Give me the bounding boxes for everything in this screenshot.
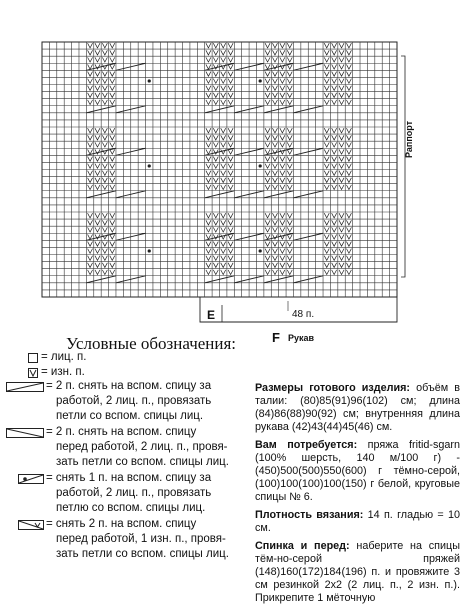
cable-left-2-2-icon <box>6 428 44 438</box>
legend-line: работой, 2 лиц. п., провязать <box>56 487 212 499</box>
sleeve-letter-f: F <box>272 330 280 345</box>
cable-left-2-1-purl-icon <box>18 520 44 530</box>
instructions-text <box>255 382 460 610</box>
legend-line: = 2 п. снять на вспом. спицу за <box>46 380 212 392</box>
materials-body: пряжа fritid-sgarn (100% шерсть, 140 м/100 г) - (450)500(500)550(600) г тёмно-серой, (100)100(100)100(150) г белой, круговые спицы № 6. <box>255 439 460 503</box>
legend-line: петли со вспом. спицы лиц. <box>56 410 204 422</box>
gauge-label: Плотность вязания: <box>255 509 364 521</box>
sizes-paragraph <box>255 382 460 434</box>
gauge-paragraph <box>255 509 460 535</box>
legend-line: петлю со вспом. спицы лиц. <box>56 502 206 514</box>
stitch-count-label: 48 п. <box>292 309 315 320</box>
legend-line: = 2 п. снять на вспом. спицу <box>46 426 197 438</box>
legend-line: перед работой, 1 изн. п., провя- <box>56 533 226 545</box>
cable-dot <box>259 79 262 82</box>
sizes-body: объём в талии: (80)85(91)96(102) см; длина (84)86(88)90(92) см; внутренняя длина рукава (42)43(44)45(46) см. <box>255 382 460 433</box>
legend-line: перед работой, 2 лиц. п., провя- <box>56 441 228 453</box>
materials-paragraph <box>255 439 460 504</box>
legend-text-purl: = изн. п. <box>41 366 85 378</box>
bracket-letter-e: E <box>207 308 216 322</box>
legend-line: = снять 2 п. на вспом. спицу <box>46 518 197 530</box>
gauge-body: 14 п. гладью = 10 см. <box>255 509 460 534</box>
repeat-label: Раппорт <box>404 120 414 158</box>
sizes-label: Размеры готового изделия: <box>255 382 411 394</box>
cable-right-1-2-icon <box>18 474 44 484</box>
empty-square-icon <box>28 353 38 363</box>
materials-label: Вам потребуется: <box>255 439 358 451</box>
legend-line: зать петли со вспом. спицы лиц. <box>56 456 229 468</box>
legend-text-knit: = лиц. п. <box>41 351 87 363</box>
cable-dot <box>259 249 262 252</box>
cable-dot <box>148 164 151 167</box>
cable-dot <box>148 79 151 82</box>
cable-dot <box>148 249 151 252</box>
back-body: наберите на спицы тём-но-серой пряжей (148)160(172)184(196) п. и провяжите 3 см резинкой 2x2 (2 лиц. п., 2 изн. п.). Прикрепите 1 мёточную <box>255 540 460 604</box>
legend-line: работой, 2 лиц. п., провязать <box>56 395 212 407</box>
cable-dot <box>259 164 262 167</box>
legend-line: зать петли со вспом. спицы лиц. <box>56 548 229 560</box>
back-label: Спинка и перед: <box>255 540 350 552</box>
legend-line: = снять 1 п. на вспом. спицу за <box>46 472 212 484</box>
sleeve-label: Рукав <box>288 333 315 343</box>
legend-title: Условные обозначения: <box>66 334 237 353</box>
v-square-icon <box>28 368 38 378</box>
repeat-bracket <box>401 56 405 277</box>
cable-right-2-2-icon <box>6 382 44 392</box>
back-paragraph <box>255 540 460 605</box>
